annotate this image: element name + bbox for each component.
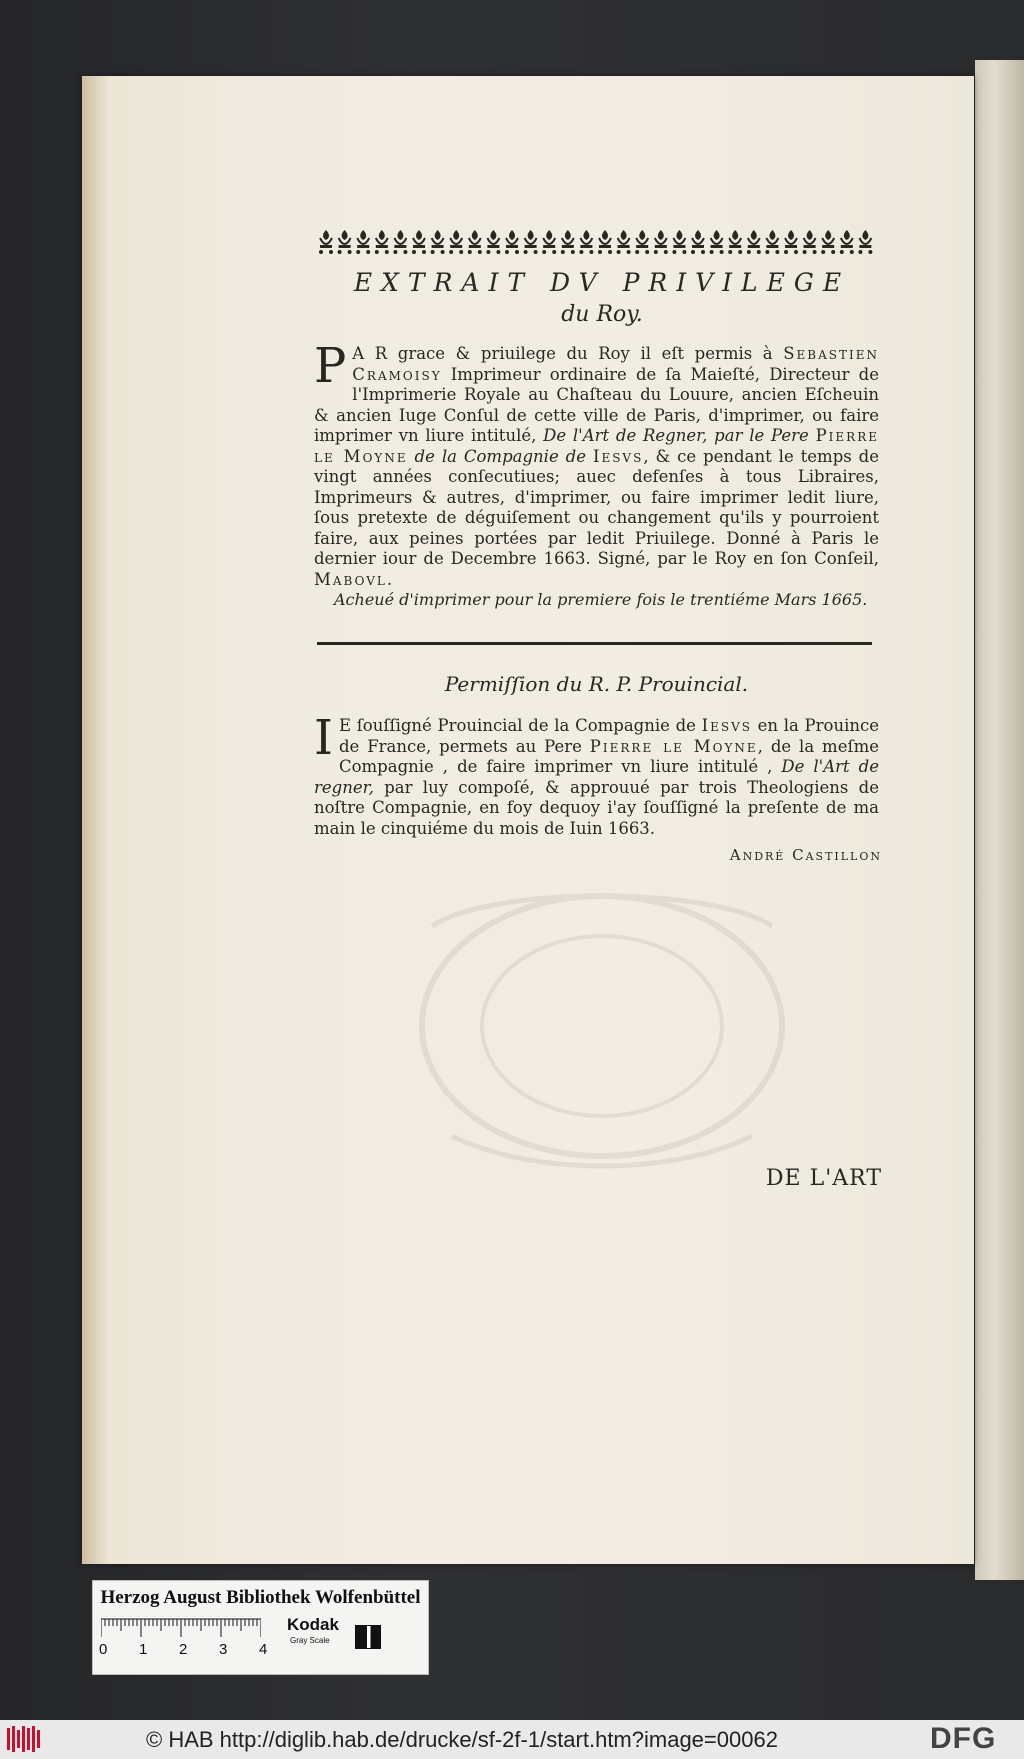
page-content [82,76,974,1564]
privilege-text-3: de la Compagnie de [407,446,593,466]
ornament-fleuron [542,230,556,254]
ruler-numbers [99,1641,279,1661]
ornament-fleuron [654,230,668,254]
adjacent-page-edge [975,60,1024,1580]
privilege-subtitle: du Roy. [561,302,643,327]
author-name: Pierre le Moyne [589,736,758,756]
ornament-fleuron [635,230,649,254]
privilege-paragraph [314,338,879,590]
privilege-text-2: Imprimeur ordinaire de ſa Maieſté, Directeur de l'Imprimerie Royale au Chaſteau du Louure, ancien Eſcheuin & ancien Iuge Conſul de cette ville de Paris, d'imprimer, ou faire imprimer vn liure intitulé, [314,364,879,445]
separator-rule [317,642,872,645]
privilege-signer: Mabovl. [314,569,395,589]
color-calibration-label [92,1580,429,1675]
ornament-fleuron [486,230,500,254]
colophon-line: Acheué d'imprimer pour la premiere fois le trentiéme Mars 1665. [334,590,868,609]
kodak-brand: Kodak [287,1615,339,1634]
ruler-number: 0 [99,1641,108,1658]
ornament-fleuron [356,230,370,254]
ornament-fleuron [728,230,742,254]
printer-name: Sebastien Cramoisy [352,344,879,384]
permission-text-2: en la Prouince de France, permets au Pere [338,716,879,756]
iesus-word: Iesvs [701,716,752,735]
dropcap-p: P [314,338,347,394]
ornament-fleuron [449,230,463,254]
ornament-fleuron [803,230,817,254]
permission-signer: André Castillon [729,846,882,864]
ornament-fleuron [858,230,872,254]
ornament-fleuron [672,230,686,254]
ornament-fleuron [747,230,761,254]
ruler-number: 4 [259,1641,268,1658]
privilege-text-1: A R grace & priuilege du Roy il eſt permis à [352,344,784,363]
dfg-logo: DFG [930,1722,997,1755]
privilege-text-4: , & ce pendant le temps de vingt années conſecutiues; auec defenſes à tous Libraires, Imprimeurs & autres, d'imprimer, ou faire imprimer ledit liure, ſous pretexte de déguiſement ou changement qu'ils y pourroient faire, aux peines portées par ledit Priuilege. Donné à Paris le dernier iour de Decembre 1663. Signé, par le Roy en ſon Conſeil, [314,446,879,568]
ornament-fleuron [765,230,779,254]
ornament-fleuron [375,230,389,254]
permission-text-3: , de la meſme Compagnie , de faire imprimer vn liure intitulé , [338,736,879,776]
ruler-number: 1 [139,1641,148,1658]
catchword: DE L'ART [765,1166,882,1191]
book-title: De l'Art de regner, [314,757,879,797]
book-page [82,76,974,1564]
permission-text-4: par luy compoſé, & approuué par trois Theologiens de noſtre Compagnie, en foy dequoy i'ay ſouſſigné la preſente de ma main le cinquiéme du mois de Iuin 1663. [314,777,879,838]
permission-title: Permiſſion du R. P. Prouincial. [444,672,749,696]
iesus-word: Iesvs [592,446,644,466]
ornament-fleuron [784,230,798,254]
ornament-fleuron [524,230,538,254]
privilege-title: EXTRAIT DV PRIVILEGE [353,268,851,297]
ornament-fleuron [338,230,352,254]
ornament-fleuron [617,230,631,254]
hab-logo-icon [6,1724,44,1754]
author-name: Pierre le Moyne [314,426,879,466]
ornament-fleuron [598,230,612,254]
permission-text-1: E ſouſſigné Prouincial de la Compagnie de [338,716,702,735]
scale-ruler [101,1617,261,1639]
ornament-fleuron [691,230,705,254]
kodak-subtitle: Gray Scale [290,1636,330,1645]
library-label: Herzog August Bibliothek Wolfenbüttel [100,1587,421,1608]
ornament-fleuron [821,230,835,254]
ornament-fleuron [561,230,575,254]
book-title: De l'Art de Regner, par le Pere [543,426,816,445]
ruler-number: 2 [179,1641,188,1658]
ornament-fleuron [710,230,724,254]
ornament-fleuron [393,230,407,254]
ornament-fleuron [412,230,426,254]
permission-paragraph [314,710,879,839]
ornament-fleuron [319,230,333,254]
ornament-fleuron [579,230,593,254]
ornament-fleuron [840,230,854,254]
ruler-number: 3 [219,1641,228,1658]
ornament-fleuron [468,230,482,254]
ornament-fleuron [431,230,445,254]
ornament-fleuron [505,230,519,254]
gray-patch-icon [355,1625,381,1649]
dropcap-i: I [314,710,333,766]
footer-url[interactable]: © HAB http://diglib.hab.de/drucke/sf-2f-1/start.htm?image=00062 [146,1727,778,1752]
ornament-band [314,226,879,256]
show-through-watermark [372,866,832,1186]
